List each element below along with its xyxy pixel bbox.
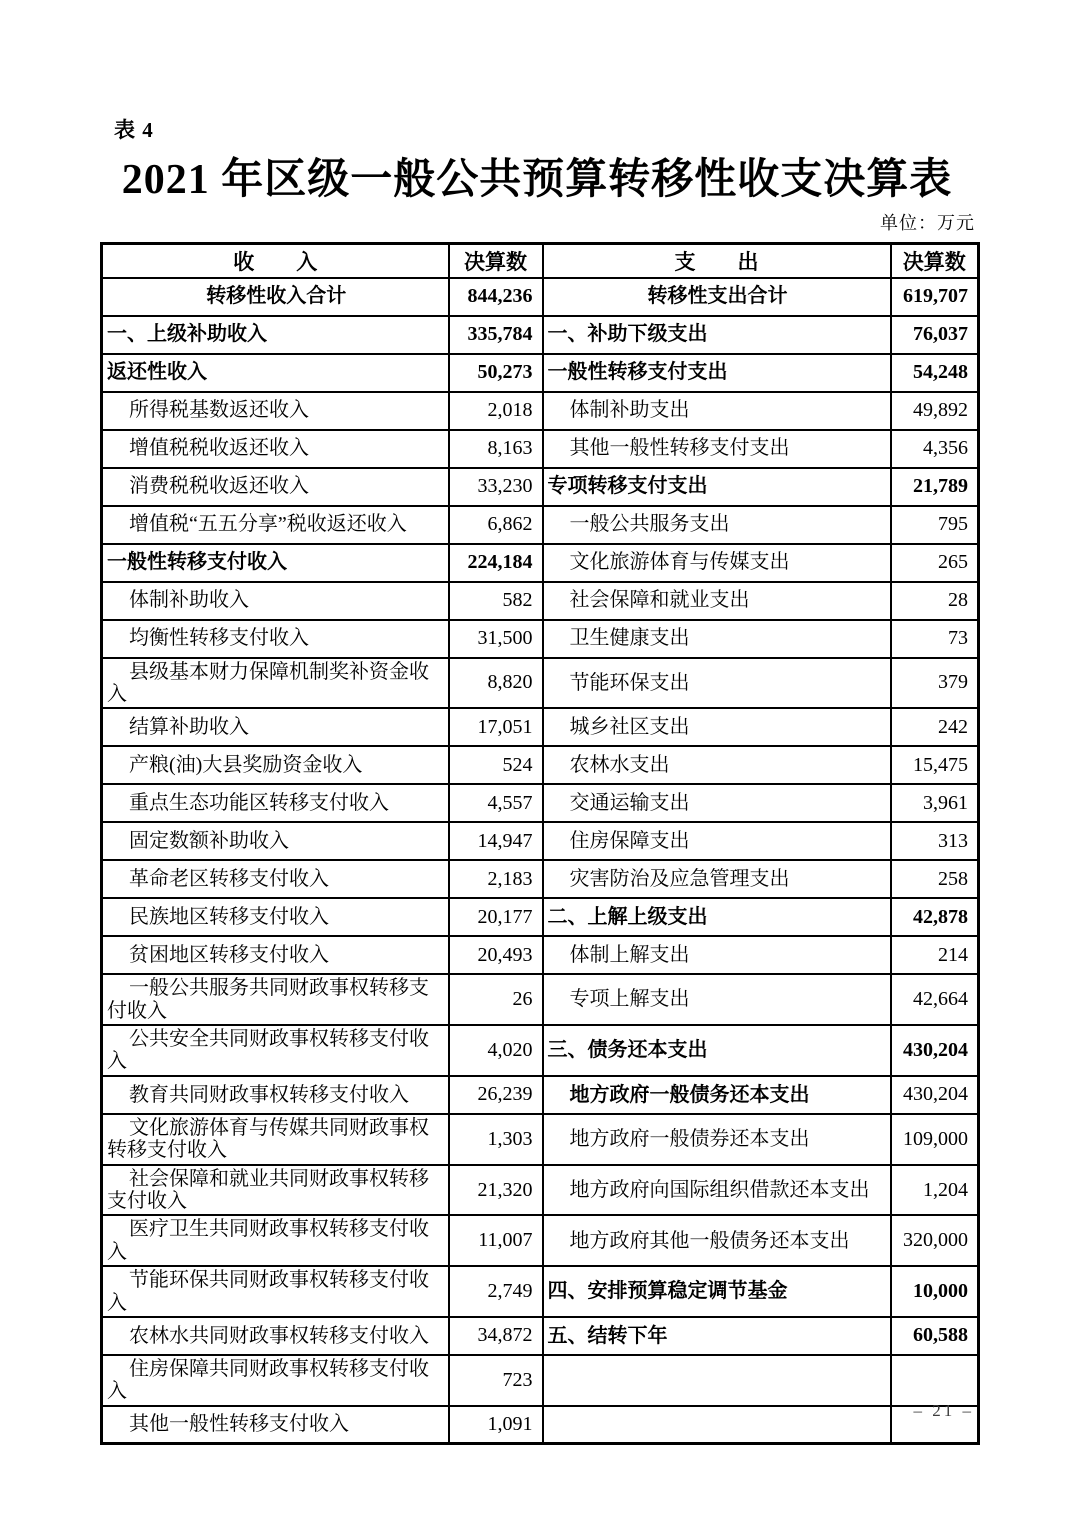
income-value: 20,177 xyxy=(449,898,543,936)
table-row xyxy=(102,468,979,506)
income-label: 产粮(油)大县奖励资金收入 xyxy=(102,746,449,784)
expense-value: 73 xyxy=(891,620,979,658)
expense-label: 节能环保支出 xyxy=(543,658,891,709)
table-row xyxy=(102,1025,979,1076)
expense-label: 转移性支出合计 xyxy=(543,278,891,316)
expense-value xyxy=(891,1355,979,1406)
page-title: 2021 年区级一般公共预算转移性收支决算表 xyxy=(121,157,953,203)
income-value: 4,557 xyxy=(449,784,543,822)
income-label: 节能环保共同财政事权转移支付收入 xyxy=(102,1266,449,1317)
expense-label: 一般性转移支付支出 xyxy=(543,354,891,392)
income-label: 医疗卫生共同财政事权转移支付收入 xyxy=(102,1215,449,1266)
income-value: 2,183 xyxy=(449,860,543,898)
income-label: 消费税税收返还收入 xyxy=(102,468,449,506)
income-value: 21,320 xyxy=(449,1165,543,1216)
income-value: 26,239 xyxy=(449,1076,543,1114)
expense-value: 4,356 xyxy=(891,430,979,468)
income-label: 增值税税收返还收入 xyxy=(102,430,449,468)
expense-value: 3,961 xyxy=(891,784,979,822)
income-label: 文化旅游体育与传媒共同财政事权转移支付收入 xyxy=(102,1114,449,1165)
income-value: 8,820 xyxy=(449,658,543,709)
income-value: 6,862 xyxy=(449,506,543,544)
table-row xyxy=(102,392,979,430)
col-header-expense: 支 出 xyxy=(543,244,891,278)
col-header-income-value: 决算数 xyxy=(449,244,543,278)
table-row xyxy=(102,354,979,392)
income-value: 2,018 xyxy=(449,392,543,430)
table-row xyxy=(102,822,979,860)
expense-value: 54,248 xyxy=(891,354,979,392)
table-row xyxy=(102,898,979,936)
expense-label: 三、债务还本支出 xyxy=(543,1025,891,1076)
col-header-income: 收 入 xyxy=(102,244,449,278)
table-row xyxy=(102,506,979,544)
income-label: 体制补助收入 xyxy=(102,582,449,620)
table-row xyxy=(102,1317,979,1355)
income-label: 重点生态功能区转移支付收入 xyxy=(102,784,449,822)
income-value: 1,091 xyxy=(449,1406,543,1444)
expense-value: 1,204 xyxy=(891,1165,979,1216)
expense-value: 76,037 xyxy=(891,316,979,354)
table-tag: 表 4 xyxy=(114,118,154,142)
income-value: 26 xyxy=(449,974,543,1025)
income-label: 教育共同财政事权转移支付收入 xyxy=(102,1076,449,1114)
income-label: 均衡性转移支付收入 xyxy=(102,620,449,658)
income-value: 17,051 xyxy=(449,708,543,746)
income-label: 贫困地区转移支付收入 xyxy=(102,936,449,974)
income-label: 农林水共同财政事权转移支付收入 xyxy=(102,1317,449,1355)
income-value: 582 xyxy=(449,582,543,620)
income-value: 20,493 xyxy=(449,936,543,974)
table-row xyxy=(102,316,979,354)
expense-label: 地方政府其他一般债务还本支出 xyxy=(543,1215,891,1266)
table-row xyxy=(102,1076,979,1114)
income-value: 50,273 xyxy=(449,354,543,392)
income-value: 844,236 xyxy=(449,278,543,316)
expense-value: 15,475 xyxy=(891,746,979,784)
unit-note: 单位：万元 xyxy=(880,213,975,233)
table-row xyxy=(102,620,979,658)
expense-label: 灾害防治及应急管理支出 xyxy=(543,860,891,898)
income-value: 524 xyxy=(449,746,543,784)
expense-value: 21,789 xyxy=(891,468,979,506)
income-label: 民族地区转移支付收入 xyxy=(102,898,449,936)
income-value: 14,947 xyxy=(449,822,543,860)
income-value: 224,184 xyxy=(449,544,543,582)
income-value: 2,749 xyxy=(449,1266,543,1317)
expense-value: 214 xyxy=(891,936,979,974)
table-row xyxy=(102,1215,979,1266)
expense-value: 313 xyxy=(891,822,979,860)
expense-label: 住房保障支出 xyxy=(543,822,891,860)
income-label: 所得税基数返还收入 xyxy=(102,392,449,430)
income-label: 增值税“五五分享”税收返还收入 xyxy=(102,506,449,544)
expense-label: 二、上解上级支出 xyxy=(543,898,891,936)
expense-label: 地方政府一般债务还本支出 xyxy=(543,1076,891,1114)
income-label: 公共安全共同财政事权转移支付收入 xyxy=(102,1025,449,1076)
income-label: 返还性收入 xyxy=(102,354,449,392)
expense-label: 卫生健康支出 xyxy=(543,620,891,658)
page-number: – 21 – xyxy=(913,1401,974,1420)
table-row xyxy=(102,1355,979,1406)
expense-value: 10,000 xyxy=(891,1266,979,1317)
table-row xyxy=(102,708,979,746)
expense-label: 专项转移支付支出 xyxy=(543,468,891,506)
expense-label: 一、补助下级支出 xyxy=(543,316,891,354)
expense-label: 城乡社区支出 xyxy=(543,708,891,746)
expense-value: 320,000 xyxy=(891,1215,979,1266)
income-label: 社会保障和就业共同财政事权转移支付收入 xyxy=(102,1165,449,1216)
expense-label: 四、安排预算稳定调节基金 xyxy=(543,1266,891,1317)
income-label: 革命老区转移支付收入 xyxy=(102,860,449,898)
table-row xyxy=(102,1266,979,1317)
col-header-expense-value: 决算数 xyxy=(891,244,979,278)
table-row xyxy=(102,582,979,620)
table-row xyxy=(102,860,979,898)
expense-value: 28 xyxy=(891,582,979,620)
header-row xyxy=(102,244,979,278)
budget-table xyxy=(100,242,980,1445)
expense-label: 专项上解支出 xyxy=(543,974,891,1025)
expense-value: 258 xyxy=(891,860,979,898)
income-label: 结算补助收入 xyxy=(102,708,449,746)
income-label: 一般性转移支付收入 xyxy=(102,544,449,582)
income-label: 一、上级补助收入 xyxy=(102,316,449,354)
expense-value: 265 xyxy=(891,544,979,582)
expense-value: 242 xyxy=(891,708,979,746)
table-row xyxy=(102,544,979,582)
table-row xyxy=(102,1165,979,1216)
income-label: 转移性收入合计 xyxy=(102,278,449,316)
expense-label: 文化旅游体育与传媒支出 xyxy=(543,544,891,582)
income-value: 33,230 xyxy=(449,468,543,506)
income-label: 其他一般性转移支付收入 xyxy=(102,1406,449,1444)
expense-value: 60,588 xyxy=(891,1317,979,1355)
expense-value: 42,664 xyxy=(891,974,979,1025)
table-row xyxy=(102,1114,979,1165)
expense-label: 五、结转下年 xyxy=(543,1317,891,1355)
income-value: 4,020 xyxy=(449,1025,543,1076)
expense-label xyxy=(543,1406,891,1444)
table-row xyxy=(102,278,979,316)
expense-label: 社会保障和就业支出 xyxy=(543,582,891,620)
income-label: 县级基本财力保障机制奖补资金收入 xyxy=(102,658,449,709)
expense-label: 农林水支出 xyxy=(543,746,891,784)
income-value: 34,872 xyxy=(449,1317,543,1355)
expense-value: 619,707 xyxy=(891,278,979,316)
table-body xyxy=(102,278,979,1444)
expense-value: 795 xyxy=(891,506,979,544)
table-row xyxy=(102,784,979,822)
expense-label xyxy=(543,1355,891,1406)
income-value: 335,784 xyxy=(449,316,543,354)
income-label: 一般公共服务共同财政事权转移支付收入 xyxy=(102,974,449,1025)
expense-value: 430,204 xyxy=(891,1076,979,1114)
table-row xyxy=(102,430,979,468)
expense-label: 交通运输支出 xyxy=(543,784,891,822)
expense-value: 42,878 xyxy=(891,898,979,936)
expense-label: 地方政府向国际组织借款还本支出 xyxy=(543,1165,891,1216)
income-value: 8,163 xyxy=(449,430,543,468)
income-value: 11,007 xyxy=(449,1215,543,1266)
table-row xyxy=(102,974,979,1025)
expense-label: 一般公共服务支出 xyxy=(543,506,891,544)
expense-value: 109,000 xyxy=(891,1114,979,1165)
expense-label: 体制上解支出 xyxy=(543,936,891,974)
income-value: 31,500 xyxy=(449,620,543,658)
expense-value: 379 xyxy=(891,658,979,709)
table-row xyxy=(102,936,979,974)
income-value: 1,303 xyxy=(449,1114,543,1165)
table-row xyxy=(102,746,979,784)
expense-label: 体制补助支出 xyxy=(543,392,891,430)
income-label: 固定数额补助收入 xyxy=(102,822,449,860)
income-value: 723 xyxy=(449,1355,543,1406)
expense-value: 430,204 xyxy=(891,1025,979,1076)
table-row xyxy=(102,1406,979,1444)
table-row xyxy=(102,658,979,709)
expense-value: 49,892 xyxy=(891,392,979,430)
expense-label: 地方政府一般债券还本支出 xyxy=(543,1114,891,1165)
expense-label: 其他一般性转移支付支出 xyxy=(543,430,891,468)
income-label: 住房保障共同财政事权转移支付收入 xyxy=(102,1355,449,1406)
